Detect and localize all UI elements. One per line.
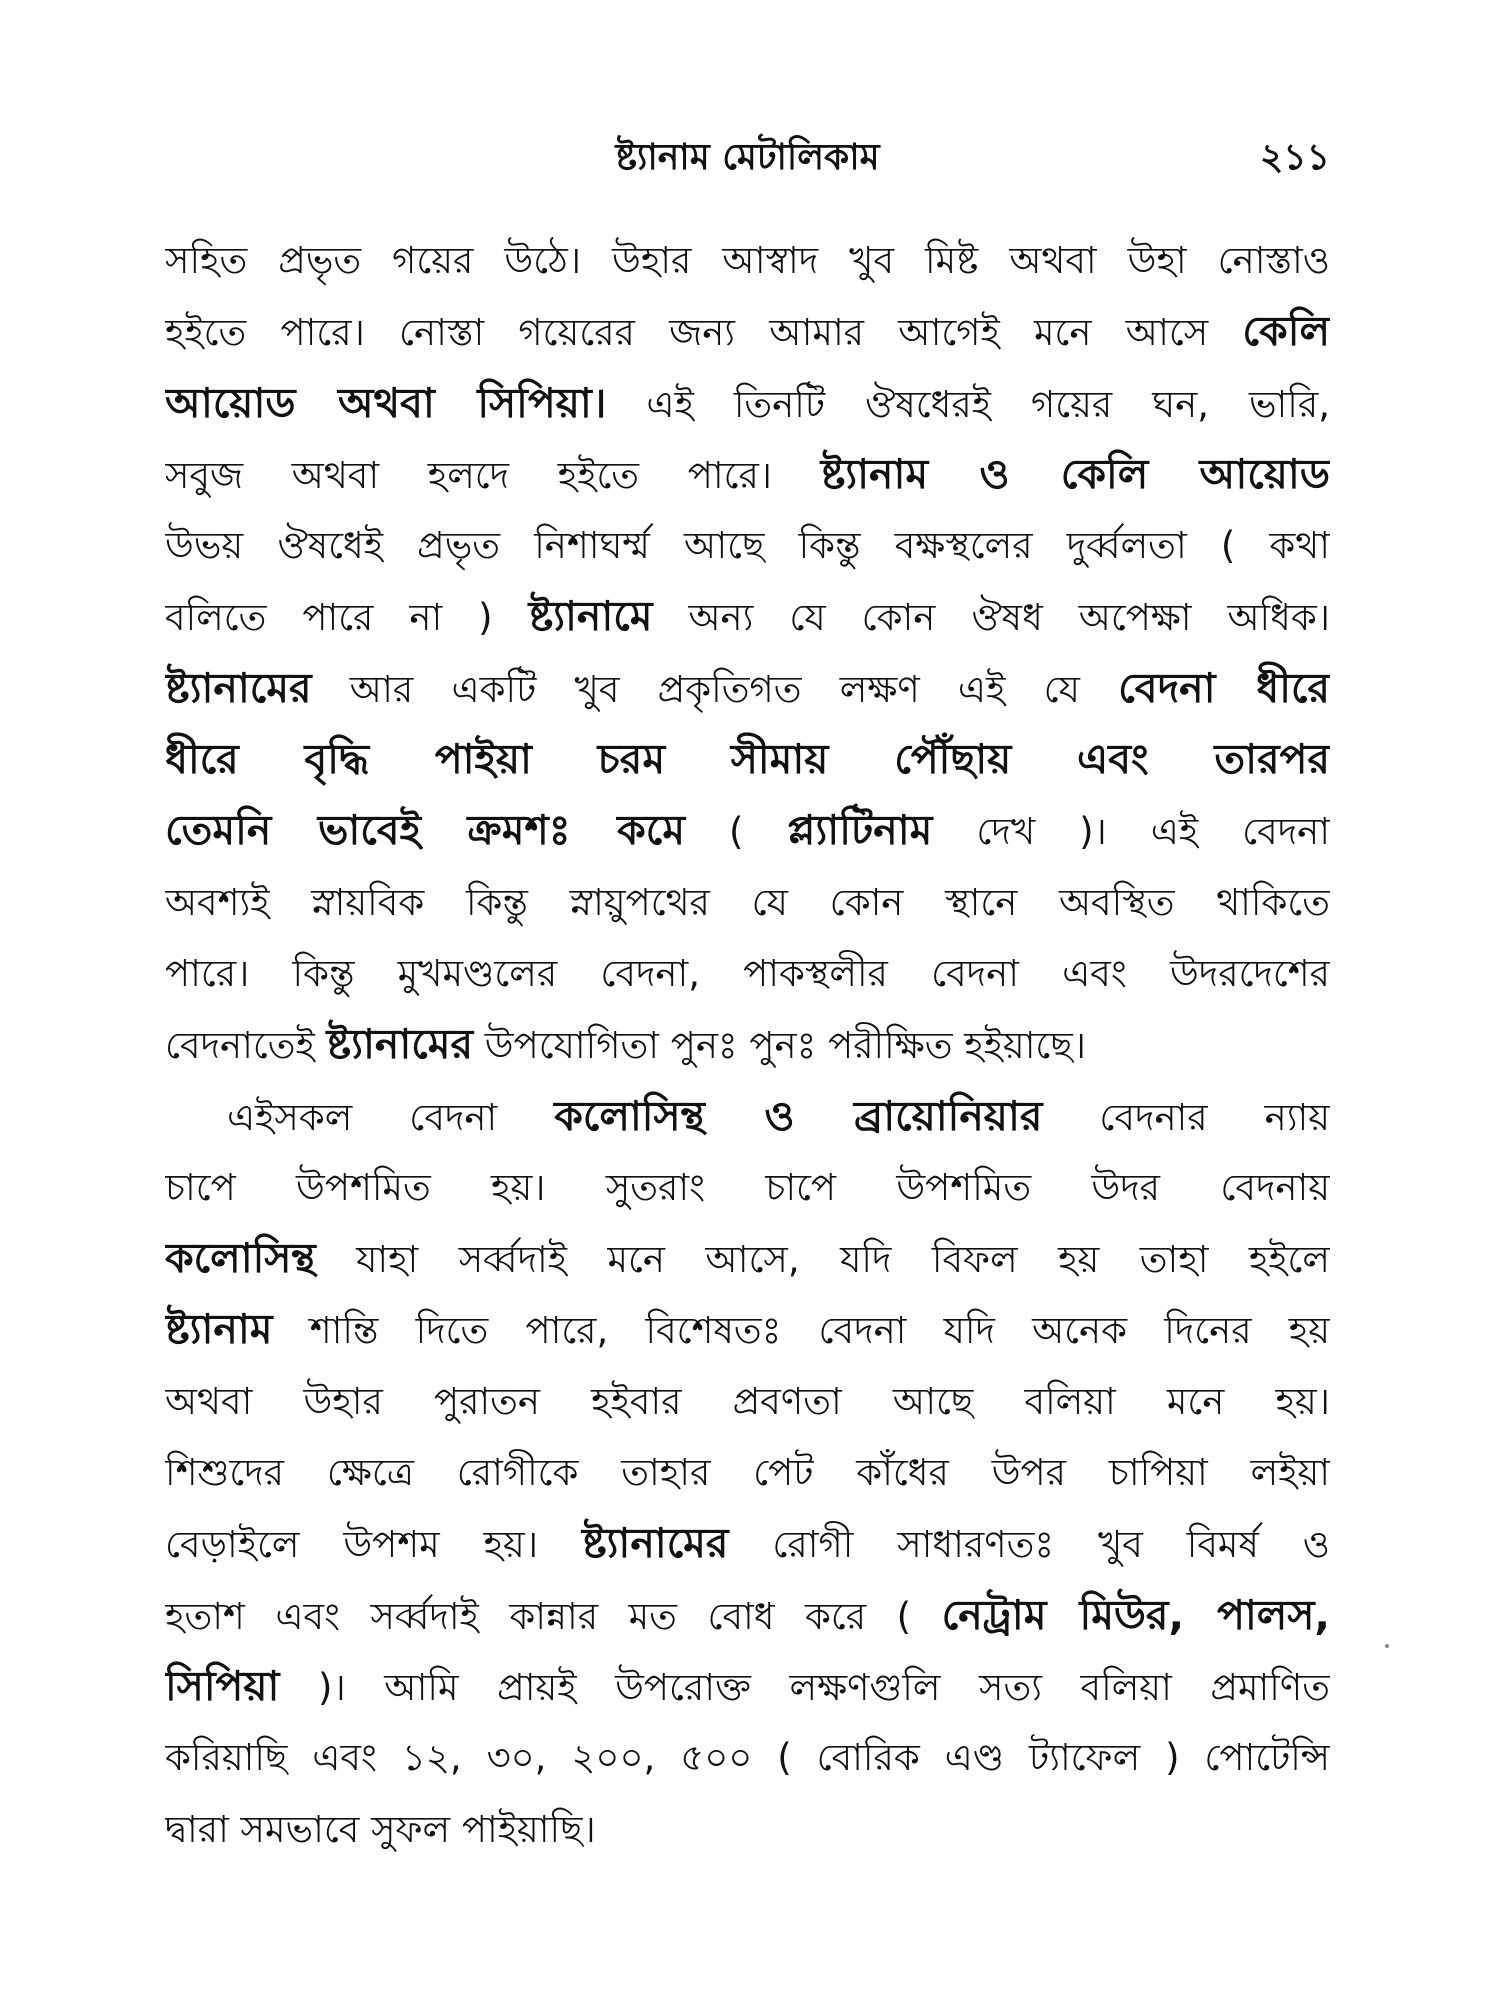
text-line [165,1651,1330,1722]
text-segment: চাপে উপশমিত হয়। সুতরাং চাপে উপশমিত উদর বেদনায় [165,1165,1330,1209]
text-segment: )। আমি প্রায়ই উপরোক্ত লক্ষণগুলি সত্য বলিয়া প্রমাণিত [279,1665,1330,1709]
bold-term: ষ্ট্যানামে [528,592,653,641]
page-header [165,128,1330,188]
bold-term: সিপিয়া [165,1661,280,1710]
bold-term: ধীরে বৃদ্ধি পাইয়া চরম সীমায় পৌঁছায় এবং তারপর [165,735,1330,784]
text-line [165,1009,1330,1080]
text-line [165,1580,1330,1651]
text-segment: ( [685,810,788,854]
page-number: ২১১ [1259,137,1330,178]
text-line [165,867,1330,938]
bold-term: কলোসিন্থ [165,1234,316,1283]
text-segment: বেদনার ন্যায় [1042,1095,1330,1139]
text-segment: উপযোগিতা পুনঃ পুনঃ পরীক্ষিত হইয়াছে। [473,1024,1086,1068]
text-line [165,296,1330,367]
text-line [165,510,1330,581]
text-segment: এইসকল বেদনা [227,1095,555,1139]
text-segment: দেখ )। এই বেদনা [932,810,1330,854]
text-line [165,795,1330,866]
scan-speck [1385,1644,1389,1648]
text-segment: আর একটি খুব প্রকৃতিগত লক্ষণ এই যে [311,667,1119,711]
text-line [165,724,1330,795]
text-segment: সহিত প্রভৃত গয়ের উঠে। উহার আস্বাদ খুব মিষ্ট অথবা উহা নোস্তাও [165,239,1330,282]
bold-term: কলোসিন্থ ও ব্রায়োনিয়ার [554,1091,1043,1140]
bold-term: ষ্ট্যানামের [165,663,312,712]
text-line [165,1366,1330,1437]
bold-term: ষ্ট্যানামের [581,1519,729,1568]
text-line [165,225,1330,296]
bold-term: আয়োড অথবা সিপিয়া। [165,378,607,427]
text-segment: বলিতে পারে না ) [165,596,529,640]
bold-term: কেলি [1242,307,1330,356]
text-segment: পারে। কিন্তু মুখমণ্ডলের বেদনা, পাকস্থলীর বেদনা এবং উদরদেশের [165,951,1330,995]
bold-term: ষ্ট্যানামের [326,1020,474,1069]
text-line [165,1722,1330,1793]
text-segment: রোগী সাধারণতঃ খুব বিমর্ষ ও [728,1523,1330,1567]
bold-term: ষ্ট্যানাম ও কেলি আয়োড [820,449,1330,498]
text-line [165,368,1330,439]
text-line [165,938,1330,1009]
text-line [165,1294,1330,1365]
bold-term: প্ল্যাটিনাম [787,806,933,855]
bold-term: ষ্ট্যানাম [165,1305,273,1354]
text-line [165,653,1330,724]
bold-term: বেদনা ধীরে [1118,663,1330,712]
text-segment: অন্য যে কোন ঔষধ অপেক্ষা অধিক। [652,596,1330,640]
text-segment: দ্বারা সমভাবে সুফল পাইয়াছি। [165,1807,596,1851]
text-segment: হতাশ এবং সর্ব্বদাই কান্নার মত বোধ করে ( [165,1594,942,1638]
bold-term: তেমনি ভাবেই ক্রমশঃ কমে [165,806,686,855]
text-segment: অথবা উহার পুরাতন হইবার প্রবণতা আছে বলিয়া মনে হয়। [165,1379,1330,1423]
text-segment: হইতে পারে। নোস্তা গয়েরের জন্য আমার আগেই মনে আসে [165,311,1243,355]
text-line [165,1081,1330,1152]
text-line [165,581,1330,652]
text-segment: সবুজ অথবা হলদে হইতে পারে। [165,453,821,497]
running-title: ষ্ট্যানাম মেটালিকাম [615,137,880,178]
text-segment: শান্তি দিতে পারে, বিশেষতঃ বেদনা যদি অনেক দিনের হয় [272,1309,1330,1353]
bold-term: নেট্রাম মিউর, পালস, [941,1590,1330,1639]
text-line [165,1437,1330,1508]
text-segment: যাহা সর্ব্বদাই মনে আসে, যদি বিফল হয় তাহা হইলে [315,1238,1330,1282]
text-segment: এই তিনটি ঔষধেরই গয়ের ঘন, ভারি, [606,382,1330,426]
text-segment: বেড়াইলে উপশম হয়। [165,1523,582,1567]
text-line [165,1223,1330,1294]
text-line [165,1508,1330,1579]
text-segment: করিয়াছি এবং ১২, ৩০, ২০০, ৫০০ ( বোরিক এণ্ড ট্যাফেল ) পোটেন্সি [165,1736,1330,1780]
text-segment: শিশুদের ক্ষেত্রে রোগীকে তাহার পেট কাঁধের উপর চাপিয়া লইয়া [165,1451,1330,1495]
text-line [165,439,1330,510]
text-line [165,1794,1330,1865]
body-text [165,225,1330,1865]
text-segment: বেদনাতেই [165,1024,327,1068]
text-segment: উভয় ঔষধেই প্রভৃত নিশাঘর্ম্ম আছে কিন্তু বক্ষস্থলের দুর্ব্বলতা ( কথা [165,524,1330,568]
text-segment: অবশ্যই স্নায়বিক কিন্তু স্নায়ুপথের যে কোন স্থানে অবস্থিত থাকিতে [165,880,1330,924]
text-line [165,1152,1330,1223]
